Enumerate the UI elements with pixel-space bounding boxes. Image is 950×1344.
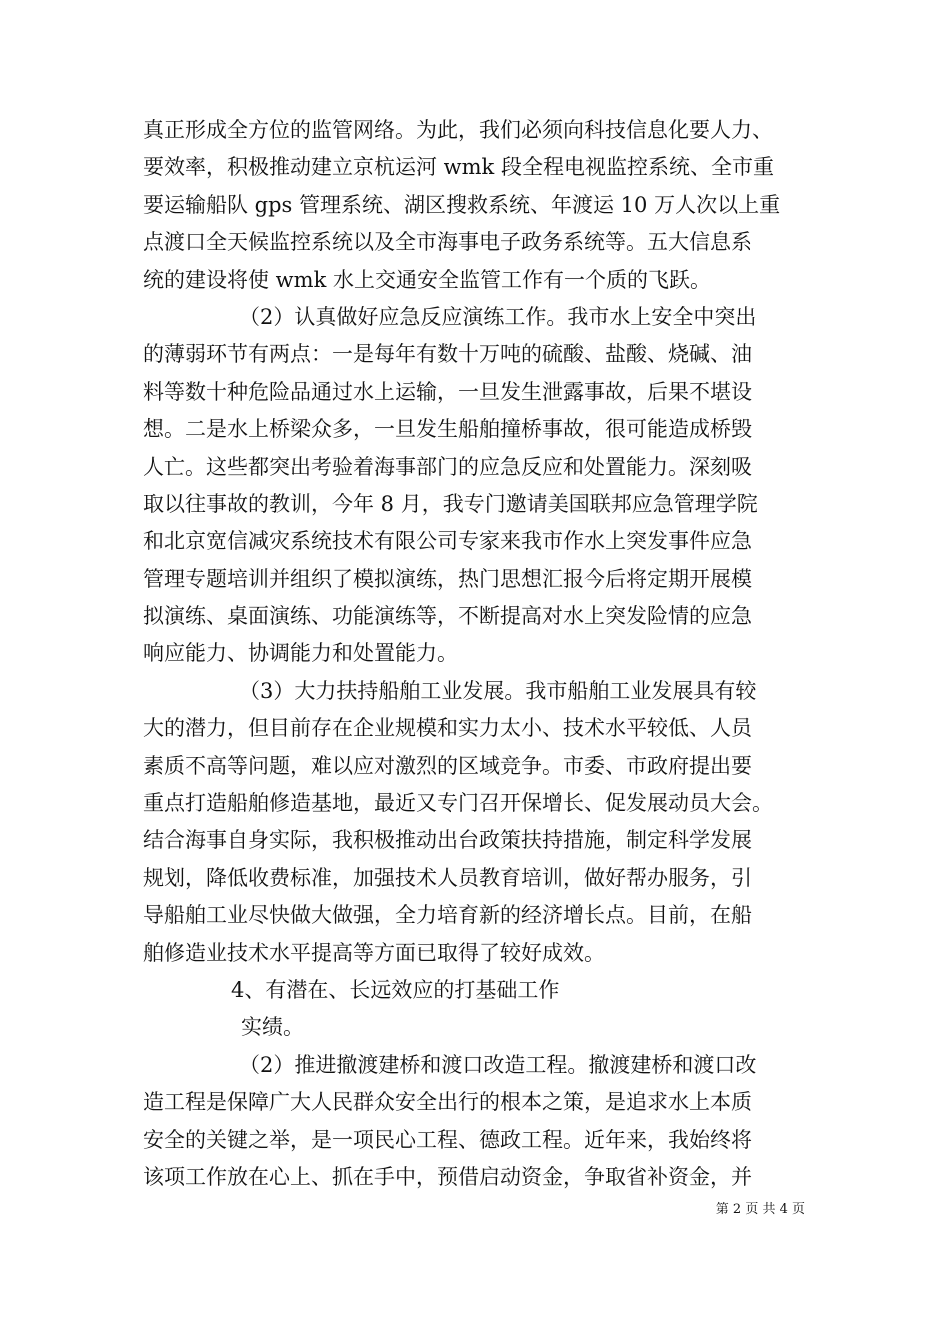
text-line: 点渡口全天候监控系统以及全市海事电子政务系统等。五大信息系	[143, 230, 752, 255]
text-line: 响应能力、协调能力和处置能力。	[143, 641, 458, 666]
paragraph-heading: （2）认真做好应急反应演练工作。我市水上安全中突出	[239, 304, 757, 329]
text-line: 人亡。这些都突出考验着海事部门的应急反应和处置能力。深刻吸	[143, 454, 752, 479]
text-line: 的薄弱环节有两点：一是每年有数十万吨的硫酸、盐酸、烧碱、油	[143, 342, 752, 367]
section-heading: 4、有潜在、长远效应的打基础工作	[231, 977, 560, 1002]
text-line: 素质不高等问题，难以应对激烈的区域竞争。市委、市政府提出要	[143, 753, 752, 778]
text-line: 要运输船队 gps 管理系统、湖区搜救系统、年渡运 10 万人次以上重	[143, 192, 781, 217]
text-line: 拟演练、桌面演练、功能演练等，不断提高对水上突发险情的应急	[143, 604, 752, 629]
text-line: 料等数十种危险品通过水上运输，一旦发生泄露事故，后果不堪设	[143, 379, 752, 404]
text-line: 想。二是水上桥梁众多，一旦发生船舶撞桥事故，很可能造成桥毁	[143, 417, 752, 442]
paragraph-heading: （2）推进撤渡建桥和渡口改造工程。撤渡建桥和渡口改	[239, 1052, 757, 1077]
text-line: 该项工作放在心上、抓在手中，预借启动资金，争取省补资金，并	[143, 1164, 752, 1189]
text-line: 规划，降低收费标准，加强技术人员教育培训，做好帮办服务，引	[143, 865, 752, 890]
text-line: 和北京宽信减灾系统技术有限公司专家来我市作水上突发事件应急	[143, 529, 752, 554]
text-line: 大的潜力，但目前存在企业规模和实力太小、技术水平较低、人员	[143, 716, 752, 741]
text-line: 舶修造业技术水平提高等方面已取得了较好成效。	[143, 940, 605, 965]
text-line: 要效率，积极推动建立京杭运河 wmk 段全程电视监控系统、全市重	[143, 155, 774, 180]
text-line: 真正形成全方位的监管网络。为此，我们必须向科技信息化要人力、	[143, 118, 773, 142]
paragraph-heading: （3）大力扶持船舶工业发展。我市船舶工业发展具有较	[239, 678, 757, 703]
text-line: 导船舶工业尽快做大做强，全力培育新的经济增长点。目前，在船	[143, 903, 752, 928]
text-line: 管理专题培训并组织了模拟演练，热门思想汇报今后将定期开展模	[143, 566, 752, 591]
text-line: 重点打造船舶修造基地，最近又专门召开保增长、促发展动员大会。	[143, 791, 773, 816]
text-line: 造工程是保障广大人民群众安全出行的根本之策，是追求水上本质	[143, 1090, 752, 1115]
body-text	[143, 112, 811, 1196]
text-line: 安全的关键之举，是一项民心工程、德政工程。近年来，我始终将	[143, 1127, 752, 1152]
page-number: 第 2 页 共 4 页	[715, 1202, 805, 1217]
text-line: 结合海事自身实际，我积极推动出台政策扶持措施，制定科学发展	[143, 828, 752, 853]
text-line: 取以往事故的教训，今年 8 月，我专门邀请美国联邦应急管理学院	[143, 491, 758, 516]
text-line: 实绩。	[241, 1015, 304, 1040]
text-line: 统的建设将使 wmk 水上交通安全监管工作有一个质的飞跃。	[143, 267, 711, 292]
